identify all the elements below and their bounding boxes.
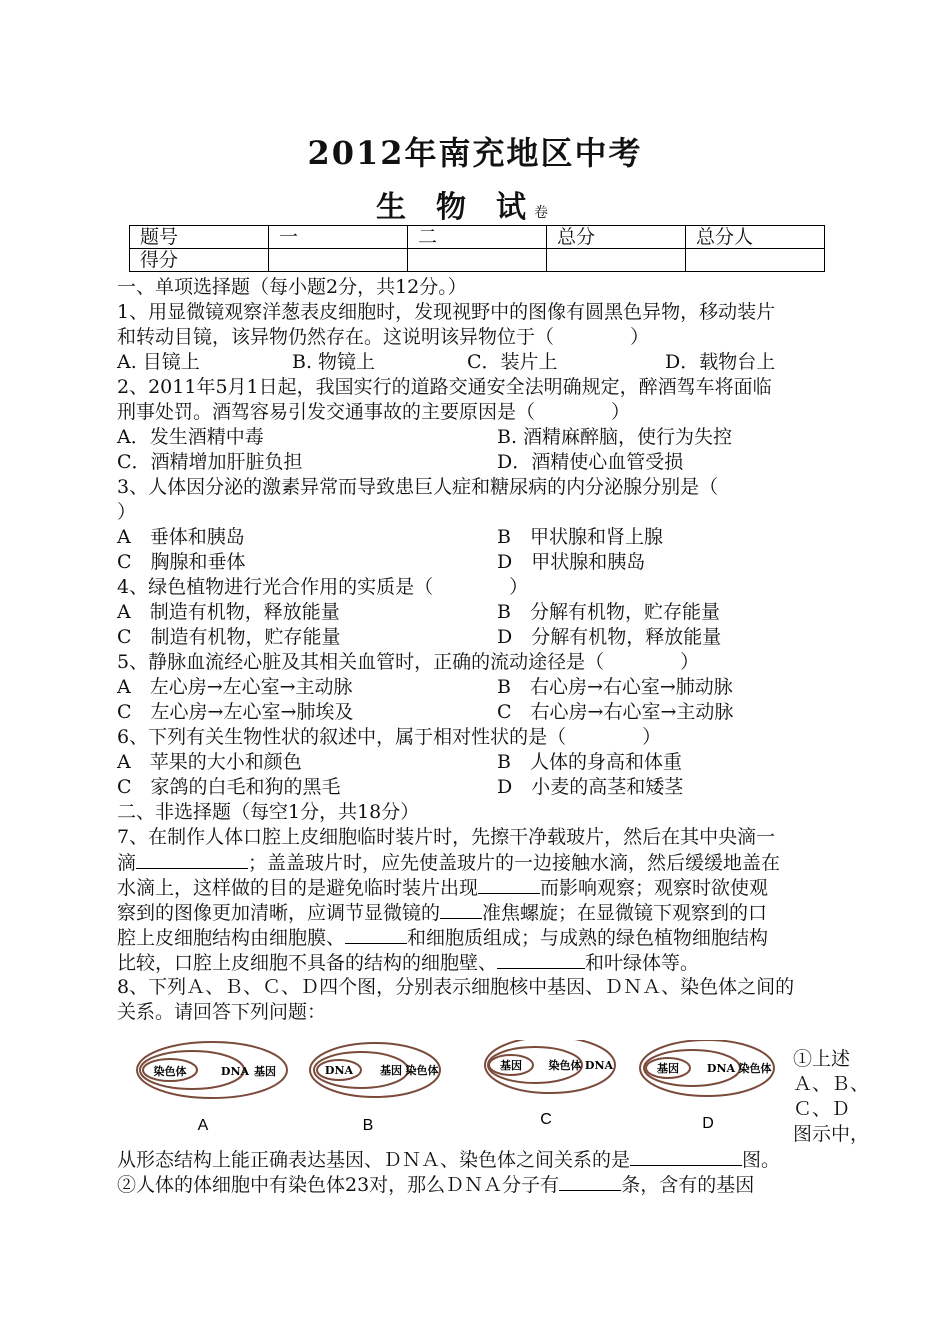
q8-text: ②人体的体细胞中有染色体23对，那么ＤＮＡ分子有: [117, 1174, 560, 1196]
answer-blank[interactable]: [136, 850, 248, 869]
q7-text: 准焦螺旋；在显微镜下观察到的口: [482, 902, 768, 924]
score-header-cell: 总分: [547, 226, 686, 249]
q3-text: ）: [117, 501, 137, 523]
q7-text: 和细胞质组成；与成熟的绿色植物细胞结构: [407, 927, 769, 949]
diagram-c-letter: C: [540, 1111, 552, 1128]
q1-option: C．装片上: [467, 351, 558, 373]
score-cell[interactable]: [686, 249, 825, 272]
q8-text: 从形态结构上能正确表达基因、ＤＮＡ、染色体之间关系的是: [117, 1149, 631, 1171]
score-header-cell: 题号: [130, 226, 269, 249]
q3-text: 3、人体因分泌的激素异常而导致患巨人症和糖尿病的内分泌腺分别是（: [117, 476, 719, 498]
score-row-label: 得分: [130, 249, 269, 272]
q7-text: 7、在制作人体口腔上皮细胞临时装片时，先擦干净载玻片，然后在其中央滴一: [117, 826, 776, 848]
q2-text: 2、2011年5月1日起，我国实行的道路交通安全法明确规定，醉酒驾车将面临: [117, 376, 772, 398]
q2-option: A．发生酒精中毒: [117, 426, 264, 448]
score-header-cell: 一: [269, 226, 408, 249]
q5-option: C 右心房→右心室→主动脉: [497, 701, 734, 723]
q6-text: 6、下列有关生物性状的叙述中，属于相对性状的是（ ）: [117, 726, 662, 748]
q3-option: B 甲状腺和肾上腺: [497, 526, 663, 548]
score-header-cell: 总分人: [686, 226, 825, 249]
q7-line: [117, 850, 780, 875]
q8-text: 8、下列Ａ、Ｂ、Ｃ、Ｄ四个图，分别表示细胞核中基因、ＤＮＡ、染色体之间的: [117, 976, 795, 998]
gene-dna-chromosome-diagrams: [117, 1040, 797, 1140]
q7-text: 水滴上，这样做的目的是避免临时装片出现: [117, 877, 479, 899]
q8-side-text: Ｃ、Ｄ: [793, 1098, 851, 1120]
q1-text: 1、用显微镜观察洋葱表皮细胞时，发现视野中的图像有圆黑色异物，移动装片: [117, 301, 776, 323]
q8-text: 关系。请回答下列问题：: [117, 1001, 327, 1023]
diagram-b-outer: 染色体: [405, 1064, 439, 1077]
diagram-b: [310, 1043, 440, 1134]
q1-option: B. 物镜上: [292, 351, 376, 373]
score-header-cell: 二: [408, 226, 547, 249]
q7-text: 腔上皮细胞结构由细胞膜、: [117, 927, 346, 949]
q2-option: B. 酒精麻醉脑，使行为失控: [497, 426, 733, 448]
q8-side-text: 图示中，: [793, 1123, 870, 1145]
diagram-c: [485, 1040, 615, 1128]
q1-text: 和转动目镜，该异物仍然存在。这说明该异物位于（ ）: [117, 326, 650, 348]
q2-option: C．酒精增加肝脏负担: [117, 451, 303, 473]
score-cell[interactable]: [547, 249, 686, 272]
q7-text: ；盖盖玻片时，应先使盖玻片的一边接触水滴，然后缓缓地盖在: [248, 852, 781, 874]
answer-blank[interactable]: [630, 1147, 742, 1166]
answer-blank[interactable]: [440, 900, 482, 919]
q8-side-text: Ａ、Ｂ、: [793, 1073, 870, 1095]
q7-line: [117, 900, 767, 925]
diagram-b-middle: 基因: [380, 1064, 402, 1077]
diagram-b-letter: B: [362, 1117, 374, 1134]
q4-option: D 分解有机物，释放能量: [497, 626, 722, 648]
subtitle-char: 试: [496, 190, 526, 225]
q1-option: A. 目镜上: [117, 351, 200, 373]
q5-option: B 右心房→右心室→肺动脉: [497, 676, 733, 698]
exam-title: 2012年南充地区中考: [307, 134, 643, 172]
q4-text: 4、绿色植物进行光合作用的实质是（ ）: [117, 576, 529, 598]
q8-line: [117, 1172, 754, 1197]
score-cell[interactable]: [408, 249, 547, 272]
diagram-b-inner: DNA: [324, 1064, 354, 1077]
q6-option: A 苹果的大小和颜色: [117, 751, 302, 773]
q7-line: [117, 950, 699, 975]
q4-option: C 制造有机物，贮存能量: [117, 626, 341, 648]
answer-blank[interactable]: [345, 925, 407, 944]
q3-option: D 甲状腺和胰岛: [497, 551, 646, 573]
section1-heading: 一、单项选择题（每小题2分，共12分。）: [117, 276, 467, 298]
score-table: [129, 225, 825, 272]
subtitle-char: 生: [376, 190, 406, 225]
q2-text: 刑事处罚。酒驾容易引发交通事故的主要原因是（ ）: [117, 401, 631, 423]
diagram-d: [640, 1040, 774, 1132]
exam-subtitle: [376, 182, 548, 226]
q4-option: A 制造有机物，释放能量: [117, 601, 340, 623]
score-cell[interactable]: [269, 249, 408, 272]
diagram-d-letter: D: [702, 1115, 714, 1132]
q7-text: 比较，口腔上皮细胞不具备的结构的细胞壁、: [117, 952, 498, 974]
q7-line: [117, 875, 768, 900]
q2-option: D．酒精使心血管受损: [497, 451, 684, 473]
q7-text: 和叶绿体等。: [585, 952, 700, 974]
diagram-a-inner: 染色体: [153, 1065, 187, 1078]
q7-line: [117, 925, 768, 950]
diagram-a-middle: DNA: [220, 1065, 250, 1078]
q8-line: [117, 1147, 780, 1172]
q7-text: 察到的图像更加清晰，应调节显微镜的: [117, 902, 441, 924]
diagram-d-middle: DNA: [706, 1062, 736, 1075]
q3-option: A 垂体和胰岛: [117, 526, 245, 548]
q1-option: D．载物台上: [665, 351, 776, 373]
q6-option: B 人体的身高和体重: [497, 751, 682, 773]
diagram-c-middle: 染色体: [548, 1059, 582, 1072]
answer-blank[interactable]: [559, 1172, 621, 1191]
q5-option: A 左心房→左心室→主动脉: [117, 676, 353, 698]
diagram-d-outer: 染色体: [738, 1062, 772, 1075]
q5-text: 5、静脉血流经心脏及其相关血管时，正确的流动途径是（ ）: [117, 651, 700, 673]
subtitle-small: 卷: [534, 205, 548, 221]
answer-blank[interactable]: [497, 950, 585, 969]
q6-option: C 家鸽的白毛和狗的黑毛: [117, 776, 341, 798]
answer-blank[interactable]: [478, 875, 540, 894]
subtitle-char: 物: [436, 190, 466, 225]
q8-text: 条，含有的基因: [621, 1174, 755, 1196]
q8-side-text: ①上述: [793, 1048, 851, 1070]
diagram-c-inner: 基因: [500, 1059, 522, 1072]
q5-option: C 左心房→左心室→肺埃及: [117, 701, 354, 723]
diagram-c-outer: DNA: [584, 1059, 614, 1072]
q8-text: 图。: [742, 1149, 781, 1171]
diagram-a-outer: 基因: [254, 1065, 276, 1078]
q7-text: 而影响观察；观察时欲使观: [540, 877, 769, 899]
q3-option: C 胸腺和垂体: [117, 551, 246, 573]
q7-text: 滴: [117, 852, 137, 874]
diagram-a-letter: A: [197, 1117, 209, 1134]
q4-option: B 分解有机物，贮存能量: [497, 601, 720, 623]
diagram-d-inner: 基因: [657, 1062, 679, 1075]
diagram-a: [137, 1042, 287, 1134]
section2-heading: 二、非选择题（每空1分，共18分）: [117, 801, 420, 823]
q6-option: D 小麦的高茎和矮茎: [497, 776, 684, 798]
